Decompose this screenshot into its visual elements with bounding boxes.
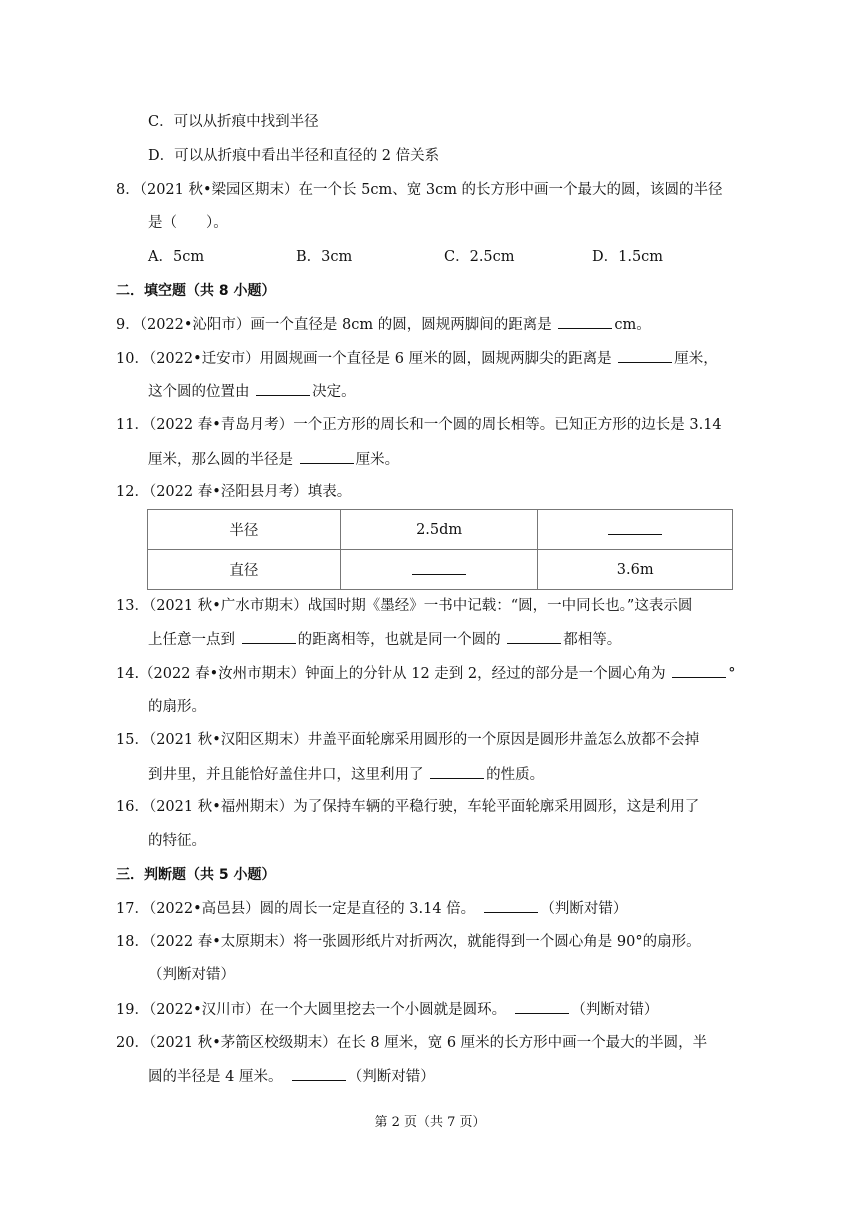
answer-blank [558,314,612,329]
question-8-line-2: 是（ ）。 [148,215,228,231]
answer-blank [618,348,672,363]
question-18-line-1: 18．（2022 春•太原期末）将一张圆形纸片对折两次，就能得到一个圆心角是 90°的扇形。 [116,934,701,950]
answer-blank [484,898,538,913]
answer-blank [300,449,354,464]
table-cell: 直径 [148,550,341,590]
answer-blank [672,663,726,678]
question-12: 12．（2022 春•泾阳县月考）填表。 [116,484,352,500]
question-19: 19．（2022•汉川市）在一个大圆里挖去一个小圆就是圆环。 （判断对错） [116,999,658,1020]
question-15-line-2: 到井里，并且能恰好盖住井口，这里利用了 的性质。 [148,764,544,785]
question-11-line-2: 厘米，那么圆的半径是 厘米。 [148,449,399,470]
table-row [148,510,733,550]
option-b: B．3cm [296,249,353,265]
table-cell: 3.6m [538,550,733,590]
option-d: D．1.5cm [592,249,664,265]
answer-blank [256,381,310,396]
question-13-line-1: 13．（2021 秋•广水市期末）战国时期《墨经》一书中记载：“圆，一中同长也。”这表示圆 [116,598,693,614]
answer-blank [242,629,296,644]
answer-blank [412,560,466,575]
answer-blank [507,629,561,644]
question-10-line-2: 这个圆的位置由 决定。 [148,381,356,402]
question-11-line-1: 11．（2022 春•青岛月考）一个正方形的周长和一个圆的周长相等。已知正方形的边长是 3.14 [116,417,722,433]
question-9: 9．（2022•沁阳市）画一个直径是 8cm 的圆，圆规两脚间的距离是 cm。 [116,314,651,335]
fill-table [147,509,733,590]
question-10-line-1: 10．（2022•迁安市）用圆规画一个直径是 6 厘米的圆，圆规两脚尖的距离是 厘米， [116,348,718,369]
answer-blank [515,999,569,1014]
answer-blank [608,520,662,535]
question-14-line-2: 的扇形。 [148,699,206,715]
question-20-line-2: 圆的半径是 4 厘米。 （判断对错） [148,1066,435,1087]
table-cell: 2.5dm [340,510,538,550]
section-fill-in-heading: 二．填空题（共 8 小题） [116,283,276,299]
question-13-line-2: 上任意一点到 的距离相等，也就是同一个圆的 都相等。 [148,629,621,650]
option-c: C．2.5cm [444,249,515,265]
question-15-line-1: 15．（2021 秋•汉阳区期末）井盖平面轮廓采用圆形的一个原因是圆形井盖怎么放都不会掉 [116,732,700,748]
answer-blank [292,1066,346,1081]
question-8-line-1: 8．（2021 秋•梁园区期末）在一个长 5cm、宽 3cm 的长方形中画一个最大的圆，该圆的半径 [116,182,723,198]
question-20-line-1: 20．（2021 秋•茅箭区校级期末）在长 8 厘米，宽 6 厘米的长方形中画一个最大的半圆，半 [116,1035,708,1051]
question-16-line-2: 的特征。 [148,833,206,849]
table-cell: 半径 [148,510,341,550]
table-cell [340,550,538,590]
question-7-option-d: D．可以从折痕中看出半径和直径的 2 倍关系 [148,148,440,164]
section-true-false-heading: 三．判断题（共 5 小题） [116,867,276,883]
question-16-line-1: 16．（2021 秋•福州期末）为了保持车辆的平稳行驶，车轮平面轮廓采用圆形，这是利用了 [116,799,700,815]
page-footer: 第 2 页（共 7 页） [374,1115,486,1130]
question-14-line-1: 14.（2022 春•汝州市期末）钟面上的分针从 12 走到 2，经过的部分是一个圆心角为 ° [116,663,735,684]
question-17: 17．（2022•高邑县）圆的周长一定是直径的 3.14 倍。 （判断对错） [116,898,627,919]
table-row [148,550,733,590]
option-a: A．5cm [148,249,205,265]
question-7-option-c: C．可以从折痕中找到半径 [148,114,319,130]
answer-blank [430,764,484,779]
question-8-options [148,247,740,267]
question-18-line-2: （判断对错） [148,967,235,983]
table-cell [538,510,733,550]
